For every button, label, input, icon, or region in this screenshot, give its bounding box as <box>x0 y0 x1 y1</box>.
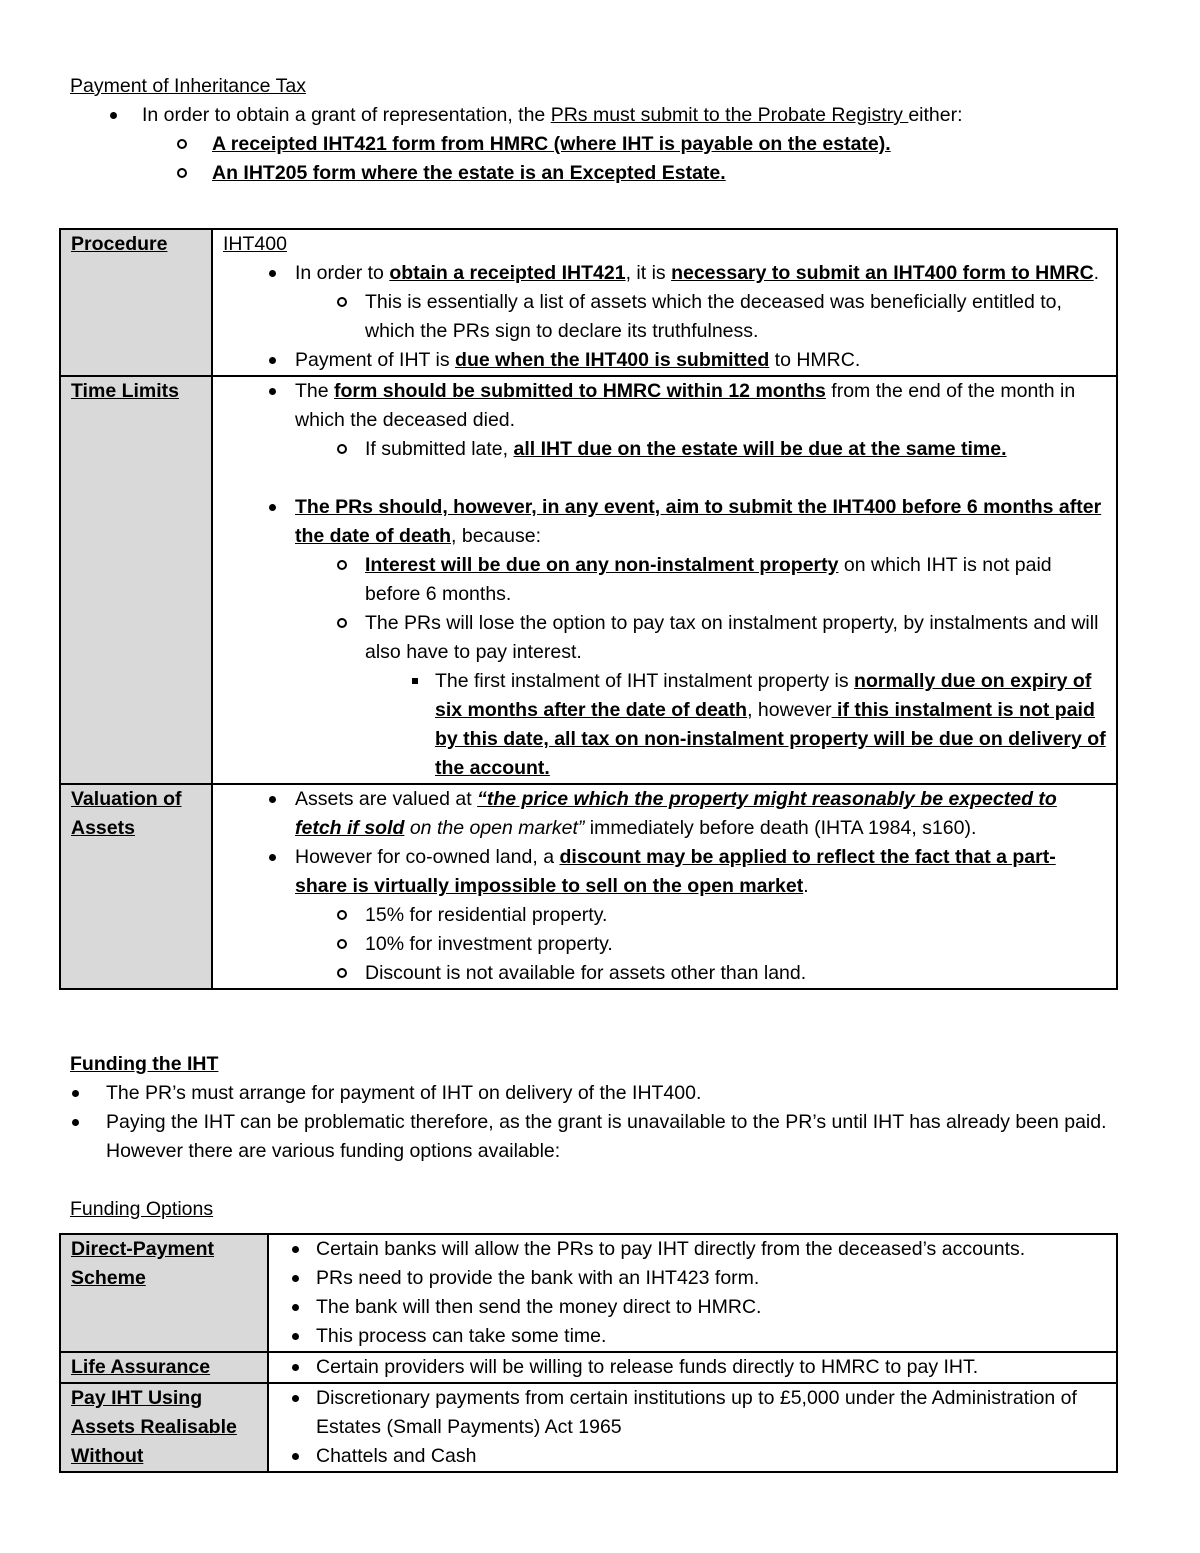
list-item <box>279 1353 1106 1382</box>
text: discount may be applied to reflect the fact that a part-share is virtually impossible to sell on the open market <box>295 846 1056 897</box>
table-row <box>60 1352 1117 1383</box>
table-row <box>60 1383 1117 1472</box>
text: The PRs will lose the option to pay tax on instalment property, by instalments and will also have to pay interest. <box>365 612 1099 663</box>
table-row <box>60 229 1117 376</box>
text: However for co-owned land, a <box>295 846 560 868</box>
text: 15% for residential property. <box>365 904 608 926</box>
row-label: Life Assurance <box>60 1352 268 1383</box>
list-item <box>223 785 1106 843</box>
bullet-list <box>223 377 1106 435</box>
table-row <box>60 376 1117 784</box>
text: on the open market” <box>404 817 585 839</box>
option-iht205: An IHT205 form where the estate is an Excepted Estate. <box>212 162 726 184</box>
list-item <box>223 288 1106 346</box>
spacer <box>70 1166 1120 1195</box>
text: 10% for investment property. <box>365 933 613 955</box>
text: If submitted late, <box>365 438 514 460</box>
text: The bank will then send the money direct to HMRC. <box>316 1296 762 1318</box>
text: if this instalment is not paid by this date, all tax on non-instalment property will be due on delivery of the account. <box>435 699 1106 779</box>
funding-options-heading: Funding Options <box>70 1198 214 1220</box>
procedure-title: IHT400 <box>223 233 287 255</box>
list-item <box>223 901 1106 930</box>
payment-section <box>70 72 1120 188</box>
text: . <box>803 875 809 897</box>
option-iht421: A receipted IHT421 form from HMRC (where IHT is payable on the estate). <box>212 133 891 155</box>
text: obtain a receipted IHT421 <box>389 262 626 284</box>
list-item <box>70 101 1120 130</box>
list-item <box>279 1264 1106 1293</box>
text: , because: <box>451 525 541 547</box>
list-item <box>223 959 1106 988</box>
text: PRs need to provide the bank with an IHT423 form. <box>316 1267 760 1289</box>
list-item <box>223 551 1106 609</box>
text: Discount is not available for assets other than land. <box>365 962 807 984</box>
row-label: Pay IHT Using Assets Realisable Without <box>60 1383 268 1472</box>
text: “the price which the property might reasonably be expected to fetch if sold <box>295 788 1057 839</box>
text: In order to <box>295 262 390 284</box>
text: Certain providers will be willing to release funds directly to HMRC to pay IHT. <box>316 1356 979 1378</box>
list-item <box>223 377 1106 435</box>
list-item <box>223 259 1106 288</box>
funding-list <box>70 1079 1120 1166</box>
text: The PR’s must arrange for payment of IHT on delivery of the IHT400. <box>106 1082 702 1104</box>
text: Discretionary payments from certain institutions up to £5,000 under the Administration of Estates (Small Payments) Act 1965 <box>316 1387 1077 1438</box>
bullet-list <box>279 1353 1106 1382</box>
text: normally due on expiry of six months after the date of death <box>435 670 1092 721</box>
text: from the end of the month in which the deceased died. <box>295 380 1076 431</box>
row-content <box>268 1352 1117 1383</box>
table-row <box>60 784 1117 989</box>
text: The first instalment of IHT instalment property is <box>435 670 855 692</box>
payment-heading: Payment of Inheritance Tax <box>70 75 306 97</box>
bullet-list <box>279 1235 1106 1351</box>
text: all IHT due on the estate will be due at the same time. <box>513 438 1007 460</box>
spacer <box>223 464 1106 493</box>
bullet-list <box>279 1384 1106 1471</box>
text: immediately before death (IHTA 1984, s160). <box>584 817 977 839</box>
list-item <box>223 667 1106 783</box>
bullet-list <box>223 785 1106 901</box>
sub-list <box>223 551 1106 667</box>
sub-sub-list <box>223 667 1106 783</box>
bullet-list <box>223 346 1106 375</box>
list-item <box>223 609 1106 667</box>
text: , it is <box>625 262 672 284</box>
underlined-text: PRs must submit to the Probate Registry <box>550 104 909 126</box>
text: due when the IHT400 is submitted <box>455 349 770 371</box>
row-content <box>212 229 1117 376</box>
text: Interest will be due on any non-instalment property <box>365 554 839 576</box>
row-content <box>212 376 1117 784</box>
list-item <box>279 1442 1106 1471</box>
text: This is essentially a list of assets which the deceased was beneficially entitled to, which the PRs sign to declare its truthfulness. <box>365 291 1062 342</box>
payment-options-list <box>70 130 1120 188</box>
list-item <box>279 1384 1106 1442</box>
list-item <box>70 1079 1120 1108</box>
text: necessary to submit an IHT400 form to HMRC <box>671 262 1094 284</box>
funding-options-table <box>59 1233 1118 1473</box>
list-item <box>279 1322 1106 1351</box>
table-row <box>60 1234 1117 1352</box>
list-item <box>223 843 1106 901</box>
list-item <box>70 1108 1120 1166</box>
row-label: Valuation of Assets <box>60 784 212 989</box>
list-item <box>223 346 1106 375</box>
text: form should be submitted to HMRC within 12 months <box>334 380 826 402</box>
text: The PRs should, however, in any event, aim to submit the IHT400 before 6 months after the date of death <box>295 496 1102 547</box>
text: either: <box>908 104 963 126</box>
text: to HMRC. <box>769 349 861 371</box>
text: Certain banks will allow the PRs to pay IHT directly from the deceased’s accounts. <box>316 1238 1026 1260</box>
text: Assets are valued at <box>295 788 478 810</box>
row-label: Time Limits <box>60 376 212 784</box>
list-item <box>223 493 1106 551</box>
sub-list <box>223 288 1106 346</box>
list-item <box>279 1293 1106 1322</box>
text: on which IHT is not paid before 6 months. <box>365 554 1052 605</box>
sub-list <box>223 901 1106 988</box>
list-item <box>223 930 1106 959</box>
row-content <box>268 1234 1117 1352</box>
payment-list <box>70 101 1120 130</box>
text: The <box>295 380 335 402</box>
text: , however <box>747 699 832 721</box>
iht-procedure-table <box>59 228 1118 990</box>
funding-heading: Funding the IHT <box>70 1053 219 1075</box>
list-item <box>279 1235 1106 1264</box>
text: This process can take some time. <box>316 1325 607 1347</box>
list-item <box>70 130 1120 159</box>
funding-section <box>70 1050 1120 1224</box>
bullet-list <box>223 259 1106 288</box>
list-item <box>223 435 1106 464</box>
text: . <box>1093 262 1100 284</box>
text: Paying the IHT can be problematic therefore, as the grant is unavailable to the PR’s until IHT has already been paid. However there are various funding options available: <box>106 1111 1107 1162</box>
text: In order to obtain a grant of representation, the <box>142 104 551 126</box>
row-label: Direct-Payment Scheme <box>60 1234 268 1352</box>
list-item <box>70 159 1120 188</box>
row-content <box>268 1383 1117 1472</box>
row-label: Procedure <box>60 229 212 376</box>
text: Payment of IHT is <box>295 349 456 371</box>
row-content <box>212 784 1117 989</box>
bullet-list <box>223 493 1106 551</box>
text: Chattels and Cash <box>316 1445 477 1467</box>
sub-list <box>223 435 1106 464</box>
